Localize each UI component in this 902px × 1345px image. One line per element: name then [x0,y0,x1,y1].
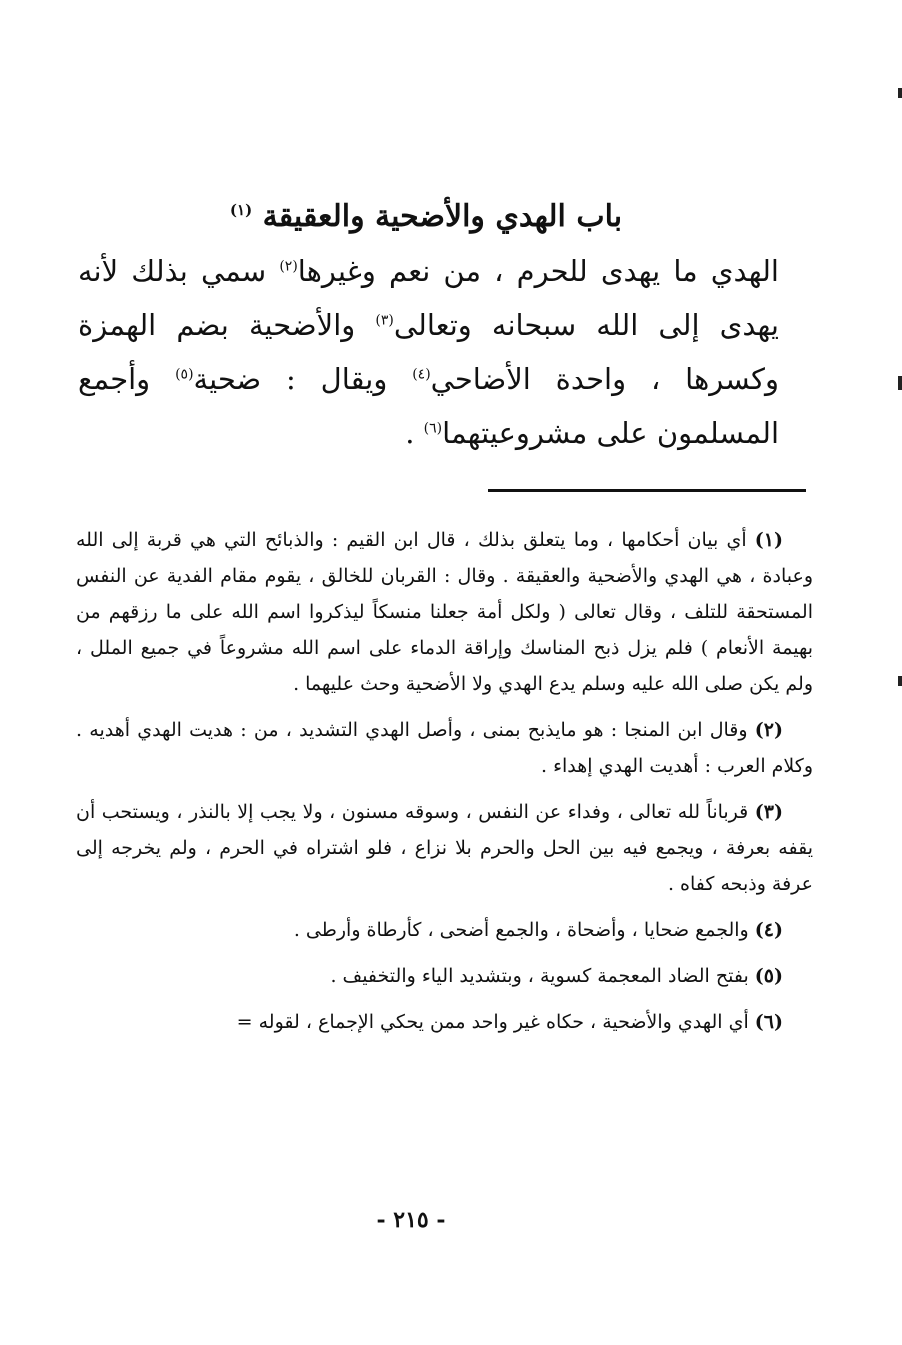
main-text-segment: الهدي ما يهدى للحرم ، من نعم وغيرها [297,254,779,288]
footnote-text: أي بيان أحكامها ، وما يتعلق بذلك ، قال ابن القيم : والذبائح التي هي قربة إلى الله وعبادة ، هي الهدي والأضحية والعقيقة . وقال : القربان للخالق ، يقوم مقام الفدية عن النفس المستحقة للتلف ، وقال تعالى ( ولكل أمة جعلنا منسكاً ليذكروا اسم الله على ما رزقهم من بهيمة الأنعام ) فلم يزل ذبح المناسك وإراقة الدماء على اسم الله مشروعاً في جميع الملل ، ولم يكن صلى الله عليه وسلم يدع الهدي ولا الأضحية وحث عليهما . [76,529,813,695]
footnote-number: (٤) [754,919,783,941]
footnote-number: (٣) [754,801,783,823]
main-text-segment: وأجمع المسلمون على مشروعيتهما [78,362,779,450]
footnote-ref: (٥) [175,366,194,383]
main-text-segment: . [405,416,424,450]
scan-edge-mark [898,88,902,98]
footnote [76,958,813,994]
footnote-ref: (٤) [412,366,431,383]
footnote-number: (٥) [754,965,783,987]
footnote-divider [488,489,806,492]
footnote-text: وقال ابن المنجا : هو مايذبح بمنى ، وأصل الهدي التشديد ، من : هديت الهدي أهديه . وكلام العرب : أهديت الهدي إهداء . [76,719,813,777]
main-text [78,244,813,460]
footnotes [76,522,813,1050]
footnote [76,794,813,902]
footnote-ref: (٢) [279,258,298,275]
footnote [76,1004,813,1040]
footnote [76,522,813,702]
footnote-ref: (٦) [423,420,443,437]
footnote-text: والجمع ضحايا ، وأضحاة ، والجمع أضحى ، كأرطاة وأرطى . [293,919,749,941]
main-text-segment: سمي بذلك لأنه يهدى إلى الله سبحانه وتعالى [78,254,779,342]
footnote [76,712,813,784]
footnote-number: (١) [754,529,783,551]
footnote-text: قرباناً لله تعالى ، وفداء عن النفس ، وسوقه مسنون ، ولا يجب إلا بالنذر ، ويستحب أن يقفه بعرفة ، ويجمع فيه بين الحل والحرم بلا نزاع ، فلو اشتراه في الحرم ، ولم يخرجه إلى عرفة وذبحه كفاه . [76,801,813,895]
footnote-ref: (٣) [375,312,394,329]
footnote [76,912,813,948]
main-text-segment: ويقال : ضحية [193,362,413,396]
page-number: - ٢١٥ - [376,1207,446,1233]
chapter-heading [200,188,652,239]
scan-edge-mark [898,376,902,390]
scan-edge-mark [898,676,902,686]
footnote-ref: (١) [229,201,253,219]
chapter-title: باب الهدي والأضحية والعقيقة [262,199,623,234]
footnote-number: (٢) [754,719,783,741]
footnote-number: (٦) [754,1011,783,1033]
main-text-segment: والأضحية بضم الهمزة وكسرها ، واحدة الأضاحي [78,308,779,396]
footnote-text: بفتح الضاد المعجمة كسوية ، وبتشديد الياء والتخفيف . [330,965,749,987]
footnote-text: أي الهدي والأضحية ، حكاه غير واحد ممن يحكي الإجماع ، لقوله = [236,1011,749,1033]
main-paragraph [78,244,813,460]
